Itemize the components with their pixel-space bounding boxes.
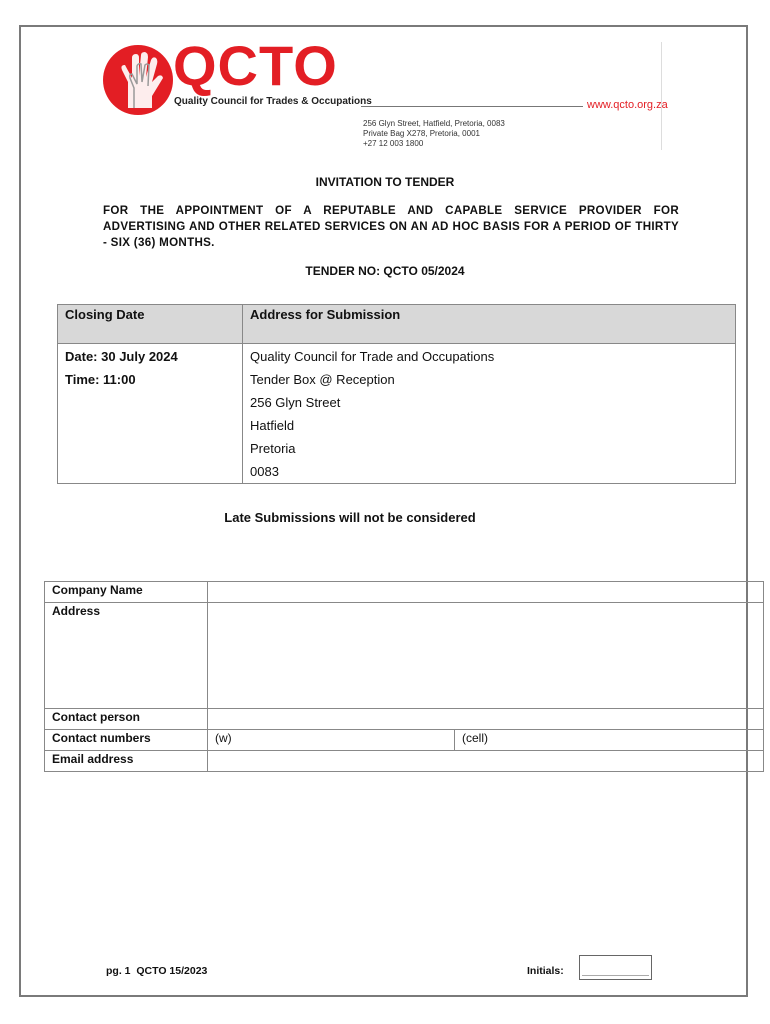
closing-time: Time: 11:00 [65,372,136,387]
email-field[interactable] [208,751,764,772]
page-footer [106,965,207,977]
cell-number-label: (cell) [462,731,488,745]
address-header: Address for Submission [243,305,736,344]
header-rule [361,106,583,107]
closing-date: Date: 30 July 2024 [65,349,178,364]
website-link[interactable]: www.qcto.org.za [587,99,668,111]
brand-wordmark: QCTO [173,34,338,97]
initials-label: Initials: [527,965,564,977]
submission-address-line: Hatfield [250,418,295,433]
late-submission-notice: Late Submissions will not be considered [224,510,476,525]
submission-address-cell [243,344,736,484]
cell-number-field[interactable] [455,730,764,751]
document-reference: QCTO 15/2023 [136,965,208,977]
initials-line [582,975,649,976]
submission-address-line: 256 Glyn Street [250,395,341,410]
contact-numbers-label: Contact numbers [45,730,208,751]
contact-person-label: Contact person [45,709,208,730]
address-line: Private Bag X278, Pretoria, 0001 [363,129,480,138]
letterhead [103,34,668,150]
submission-address-line: Tender Box @ Reception [250,372,395,387]
submission-address-line: Pretoria [250,441,296,456]
closing-date-header: Closing Date [58,305,243,344]
work-number-label: (w) [215,731,232,745]
address-field[interactable] [208,603,764,709]
contact-person-field[interactable] [208,709,764,730]
address-label: Address [45,603,208,709]
document-title: INVITATION TO TENDER [315,175,455,189]
letterhead-edge [661,42,662,150]
page-prefix: pg. [106,965,122,977]
header-address [363,119,505,149]
closing-date-cell [58,344,243,484]
submission-address-line: Quality Council for Trade and Occupations [250,349,495,364]
submission-address-line: 0083 [250,464,279,479]
page-number: 1 [124,965,131,977]
address-line: 256 Glyn Street, Hatfield, Pretoria, 0083 [363,119,505,128]
company-details-form [44,581,764,772]
hands-logo-icon [118,52,164,110]
address-line: +27 12 003 1800 [363,139,424,148]
submission-table [57,304,736,484]
brand-tagline: Quality Council for Trades & Occupations [174,96,372,107]
tender-number: TENDER NO: QCTO 05/2024 [305,264,465,278]
work-number-field[interactable] [208,730,455,751]
tender-purpose: FOR THE APPOINTMENT OF A REPUTABLE AND CAPABLE SERVICE PROVIDER FOR ADVERTISING AND OTHER RELATED SERVICES ON AN AD HOC BASIS FOR A PERIOD OF THIRTY - SIX (36) MONTHS. [103,204,679,249]
initials-box[interactable] [579,955,652,980]
company-name-label: Company Name [45,582,208,603]
company-name-field[interactable] [208,582,764,603]
email-label: Email address [45,751,208,772]
